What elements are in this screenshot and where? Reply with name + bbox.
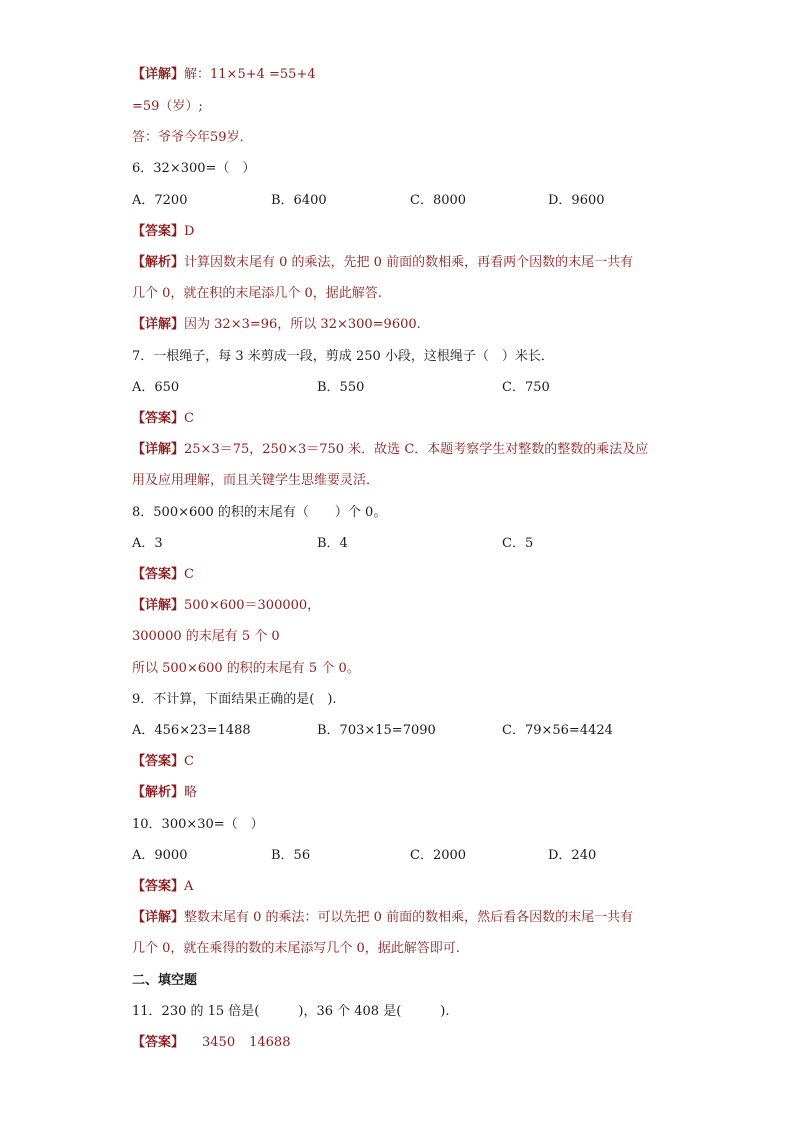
q8-option-b: B．4 bbox=[317, 536, 348, 551]
q9-question: 9．不计算，下面结果正确的是( ). bbox=[132, 692, 337, 707]
q6-option-c: C．8000 bbox=[410, 193, 467, 208]
detail-tag: 【详解】 bbox=[132, 442, 185, 457]
answer-tag: 【答案】 bbox=[132, 411, 185, 426]
q10-option-c: C．2000 bbox=[410, 848, 467, 863]
q8-answer bbox=[132, 566, 194, 584]
answer-value-2: 14688 bbox=[249, 1035, 291, 1050]
q10-detail-line-1 bbox=[132, 909, 633, 927]
answer-text-c: 岁． bbox=[226, 130, 253, 145]
q7-question: 7．一根绳子，每 3 米剪成一段，剪成 250 小段，这根绳子（ ）米长． bbox=[132, 349, 554, 364]
q5-answer-line bbox=[132, 129, 253, 147]
q8-options bbox=[132, 535, 692, 553]
answer-tag: 【答案】 bbox=[132, 1035, 185, 1050]
q6-answer bbox=[132, 223, 194, 241]
q10-answer bbox=[132, 878, 193, 896]
q6-option-b: B．6400 bbox=[271, 193, 327, 208]
q10-option-a: A．9000 bbox=[132, 848, 188, 863]
q11-answer bbox=[132, 1034, 290, 1052]
q11-question: 11．230 的 15 倍是( )，36 个 408 是( ). bbox=[132, 1004, 450, 1019]
q10-option-d: D．240 bbox=[548, 848, 597, 863]
detail-tag: 【详解】 bbox=[132, 598, 185, 613]
answer-value: C bbox=[184, 567, 194, 582]
q6-question: 6．32×300=（ ） bbox=[132, 161, 256, 176]
q10-options bbox=[132, 847, 692, 865]
analysis-tag: 【解析】 bbox=[132, 255, 185, 270]
q6-option-a: A．7200 bbox=[132, 193, 188, 208]
detail-tag: 【详解】 bbox=[132, 67, 185, 82]
answer-value: C bbox=[184, 754, 194, 769]
detail-text: 解：11×5+4 =55+4 bbox=[184, 67, 316, 82]
answer-value: D bbox=[184, 224, 195, 239]
answer-text-a: 答：爷爷今年 bbox=[132, 130, 211, 145]
q6-option-d: D．9600 bbox=[548, 193, 605, 208]
q7-detail-line-1 bbox=[132, 441, 648, 459]
detail-text: 因为 32×3=96，所以 32×300=9600. bbox=[184, 317, 421, 332]
answer-tag: 【答案】 bbox=[132, 224, 185, 239]
q6-analysis-line-1 bbox=[132, 254, 633, 272]
answer-value-1: 3450 bbox=[202, 1035, 236, 1050]
q7-option-c: C．750 bbox=[502, 380, 550, 395]
detail-text: 整数末尾有 0 的乘法：可以先把 0 前面的数相乘，然后看各因数的末尾一共有 bbox=[184, 910, 634, 925]
q10-option-b: B．56 bbox=[271, 848, 311, 863]
q7-answer bbox=[132, 410, 194, 428]
q7-options bbox=[132, 379, 692, 397]
answer-value: C bbox=[184, 411, 194, 426]
q9-analysis bbox=[132, 784, 197, 802]
q8-option-a: A．3 bbox=[132, 536, 163, 551]
q7-option-b: B．550 bbox=[317, 380, 365, 395]
q8-detail-line-1 bbox=[132, 597, 320, 615]
detail-text: 25×3＝75，250×3＝750 米．故选 C．本题考察学生对整数的整数的乘法及应 bbox=[184, 442, 649, 457]
q9-option-a: A．456×23=1488 bbox=[132, 723, 251, 738]
q9-option-b: B．703×15=7090 bbox=[317, 723, 436, 738]
detail-text: 500×600＝300000， bbox=[184, 598, 321, 613]
q6-options bbox=[132, 192, 692, 210]
q9-answer bbox=[132, 753, 194, 771]
q7-option-a: A．650 bbox=[132, 380, 180, 395]
q8-detail-line-3: 所以 500×600 的积的末尾有 5 个 0。 bbox=[132, 661, 360, 676]
q9-option-c: C．79×56=4424 bbox=[502, 723, 613, 738]
q5-detail-line-1 bbox=[132, 66, 316, 84]
q6-detail bbox=[132, 316, 421, 334]
q6-analysis-line-2: 几个 0，就在积的末尾添几个 0，据此解答. bbox=[132, 286, 382, 301]
q10-question: 10．300×30=（ ） bbox=[132, 817, 264, 832]
analysis-tag: 【解析】 bbox=[132, 785, 185, 800]
answer-tag: 【答案】 bbox=[132, 567, 185, 582]
analysis-text: 略 bbox=[184, 785, 198, 800]
q10-detail-line-2: 几个 0，就在乘得的数的末尾添写几个 0，据此解答即可. bbox=[132, 941, 460, 956]
section-title-fill-in: 二、填空题 bbox=[132, 973, 198, 988]
q8-detail-line-2: 300000 的末尾有 5 个 0 bbox=[132, 629, 280, 644]
answer-tag: 【答案】 bbox=[132, 879, 185, 894]
q8-option-c: C．5 bbox=[502, 536, 534, 551]
analysis-text: 计算因数末尾有 0 的乘法，先把 0 前面的数相乘，再看两个因数的末尾一共有 bbox=[184, 255, 634, 270]
q8-question: 8．500×600 的积的末尾有（ ）个 0。 bbox=[132, 505, 387, 520]
answer-text-b: 59 bbox=[210, 130, 227, 145]
answer-value: A bbox=[184, 879, 194, 894]
q7-detail-line-2: 用及应用理解，而且关键学生思维要灵活． bbox=[132, 473, 380, 488]
detail-tag: 【详解】 bbox=[132, 317, 185, 332]
q9-options bbox=[132, 722, 692, 740]
q5-detail-line-2: =59（岁）; bbox=[132, 99, 203, 114]
detail-tag: 【详解】 bbox=[132, 910, 185, 925]
answer-tag: 【答案】 bbox=[132, 754, 185, 769]
